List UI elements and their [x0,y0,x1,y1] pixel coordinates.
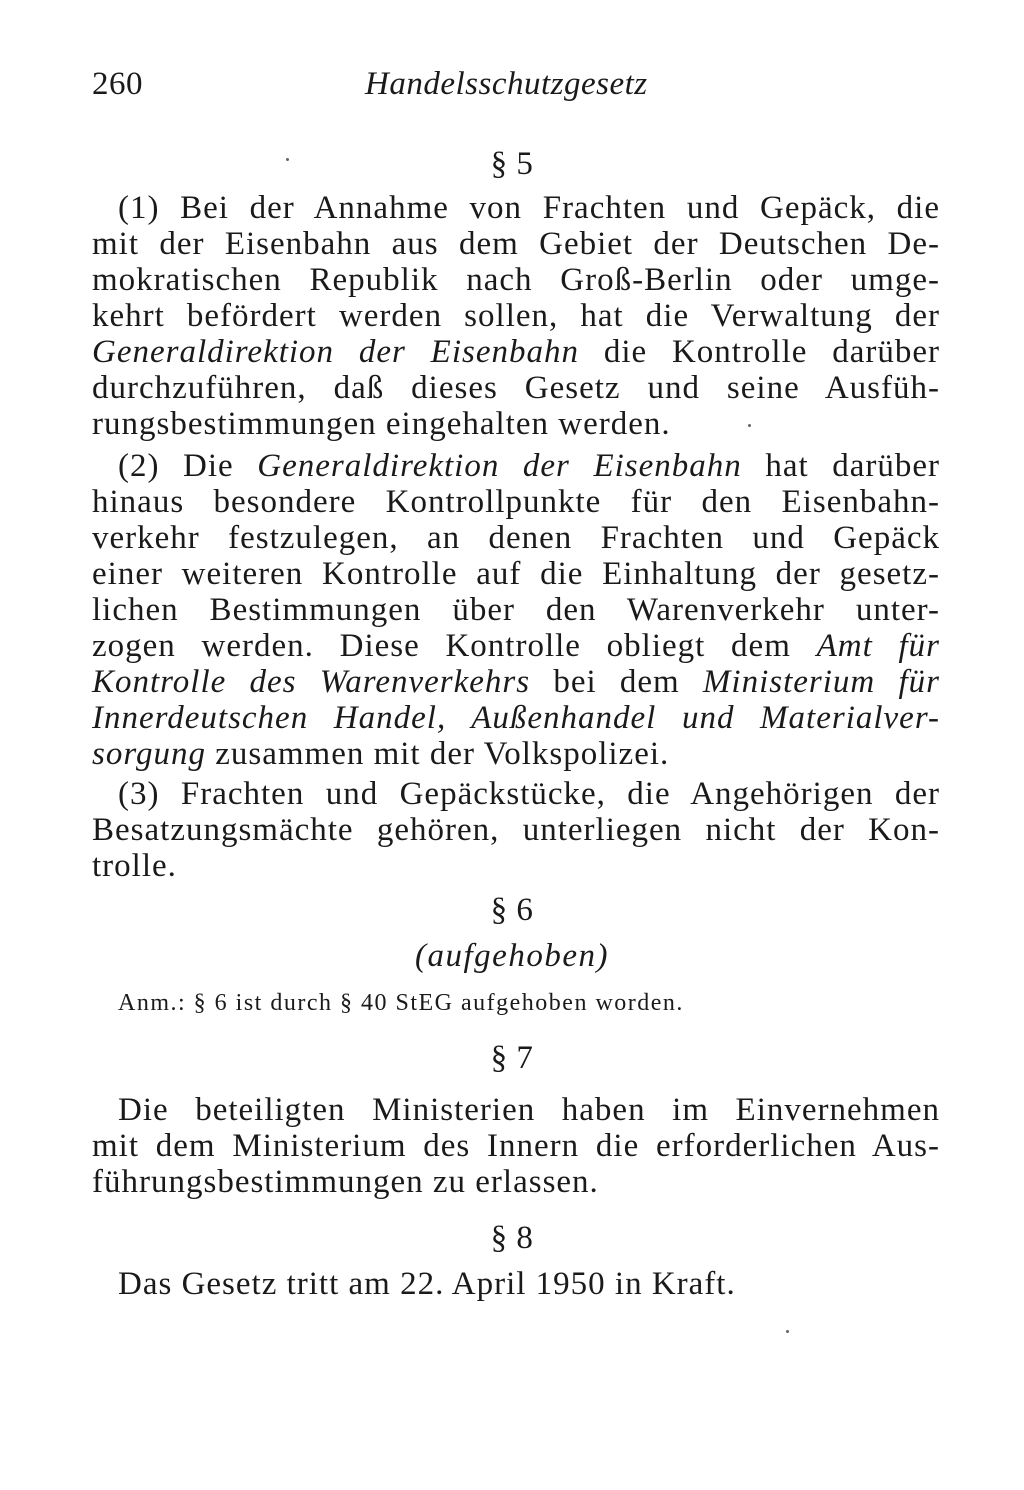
s7-line: mit dem Ministerium des Innern die erforderlichen Aus- [92,1128,940,1164]
scan-speck [786,1330,789,1333]
text-run: zusammen mit der Volkspolizei. [205,736,670,772]
s5-p1-line: durchzuführen, daß dieses Gesetz und seine Ausfüh- [92,370,940,406]
scan-speck [286,158,289,161]
text-run: bei dem [530,664,703,700]
scan-speck [748,424,751,427]
text-run: zogen werden. Diese Kontrolle obliegt dem [92,628,817,664]
section-8-heading: § 8 [490,1220,534,1256]
text-run: (2) Die [118,448,258,484]
s5-p3-line: (3) Frachten und Gepäckstücke, die Angehörigen der [118,776,940,812]
italic-term: Generaldirektion der Eisenbahn [92,334,579,370]
s5-p2-line: verkehr festzulegen, an denen Frachten und Gepäck [92,520,940,556]
s7-line: führungsbestimmungen zu erlassen. [92,1164,599,1200]
italic-term: Kontrolle des Warenverkehrs [92,664,531,700]
text-run: die Kontrolle darüber [579,334,941,370]
running-title: Handelsschutzgesetz [365,66,648,102]
italic-term: Amt für [816,628,940,664]
italic-term: Ministerium für [702,664,940,700]
s5-p1-line: mit der Eisenbahn aus dem Gebiet der Deutschen De- [92,226,940,262]
s5-p2-line [118,448,940,484]
section-6-status: (aufgehoben) [415,938,609,974]
s5-p1-line: mokratischen Republik nach Groß-Berlin oder umge- [92,262,940,298]
text-run: hat darüber [741,448,940,484]
s5-p1-line: (1) Bei der Annahme von Frachten und Gepäck, die [118,190,940,226]
page-number: 260 [92,66,143,102]
italic-term: sorgung [92,736,206,772]
section-6-note: Anm.: § 6 ist durch § 40 StEG aufgehoben worden. [118,990,684,1016]
italic-term: Generaldirektion der Eisenbahn [257,448,742,484]
s7-line: Die beteiligten Ministerien haben im Einvernehmen [118,1092,940,1128]
s5-p2-line [92,736,940,772]
section-7-heading: § 7 [490,1040,534,1076]
s5-p2-line [92,664,940,700]
s5-p3-line: Besatzungsmächte gehören, unterliegen nicht der Kon- [92,812,940,848]
s5-p1-line: rungsbestimmungen eingehalten werden. [92,406,671,442]
s5-p2-line: Innerdeutschen Handel, Außenhandel und Materialver- [92,700,940,736]
s5-p2-line: hinaus besondere Kontrollpunkte für den Eisenbahn- [92,484,940,520]
s5-p2-line: einer weiteren Kontrolle auf die Einhaltung der gesetz- [92,556,940,592]
s5-p1-line [92,334,940,370]
section-5-heading: § 5 [490,146,534,182]
s8-line: Das Gesetz tritt am 22. April 1950 in Kraft. [118,1266,736,1302]
s5-p1-line: kehrt befördert werden sollen, hat die Verwaltung der [92,298,940,334]
s5-p2-line: lichen Bestimmungen über den Warenverkehr unter- [92,592,940,628]
s5-p3-line: trolle. [92,848,177,884]
s5-p2-line [92,628,940,664]
section-6-heading: § 6 [490,892,534,928]
